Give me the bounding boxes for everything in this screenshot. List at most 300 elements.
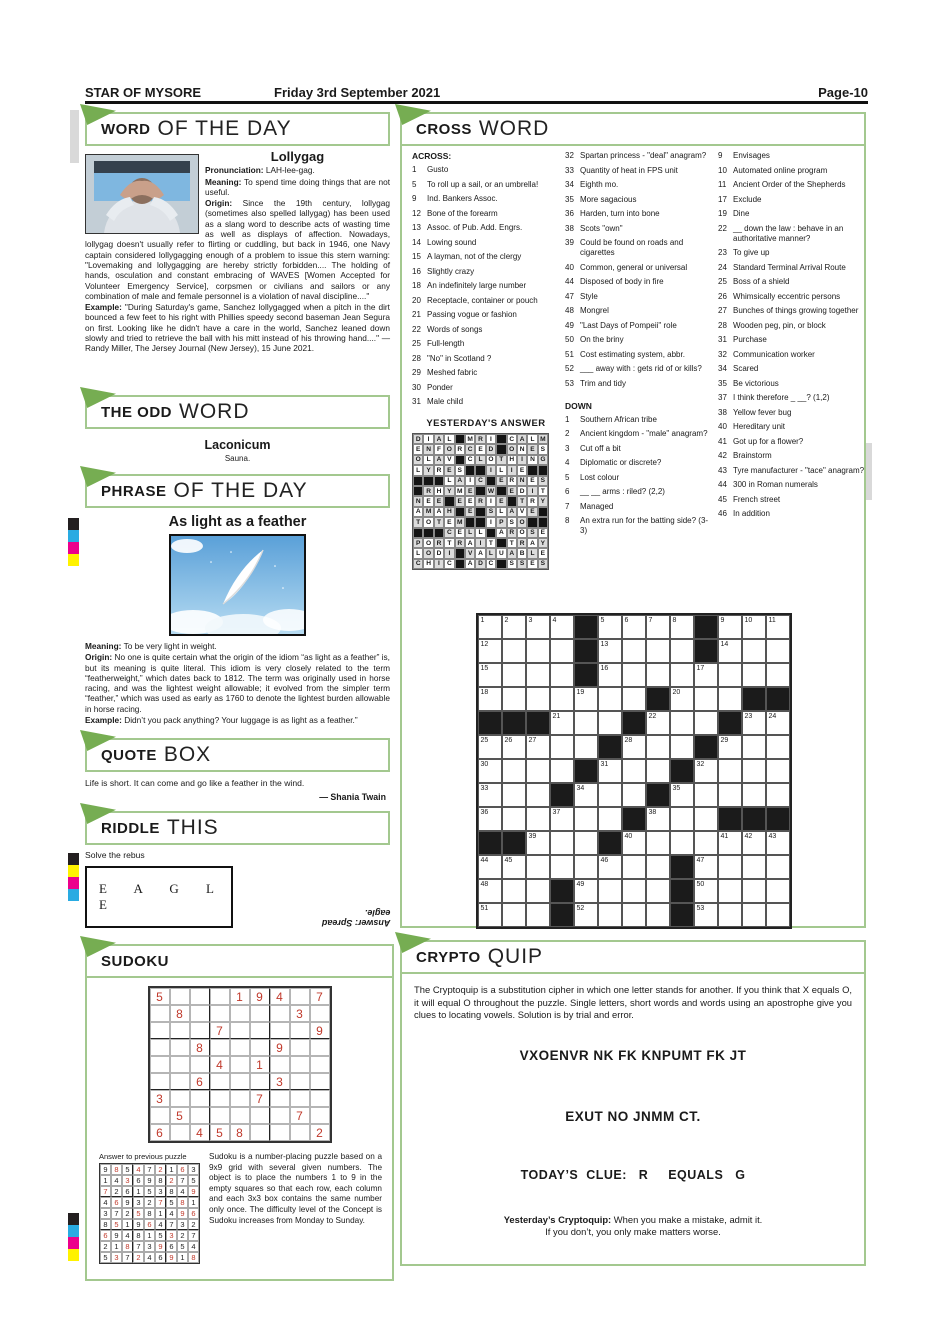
sudoku-cell	[270, 1107, 290, 1124]
crossword-cell-number: 13	[600, 640, 609, 648]
phrase-title: As light as a feather	[168, 514, 307, 530]
crossword-cell-number: 10	[744, 616, 753, 624]
page-number: Page-10	[818, 85, 868, 100]
clue-number: 26	[718, 291, 727, 301]
sudoku-cell	[150, 1073, 170, 1090]
sudoku-cell	[250, 1073, 270, 1090]
clue-item	[718, 422, 866, 432]
crossword-cell-number: 33	[480, 784, 489, 792]
clue-item	[718, 277, 866, 287]
clue-number: 37	[718, 393, 727, 402]
answer-grid-cell: D	[413, 434, 423, 444]
header-light-text: BOX	[163, 743, 212, 766]
crossword-cell	[526, 807, 550, 831]
crossword-cell	[502, 783, 526, 807]
riddle-answer-upside-down: Answer: Spread eagle.	[321, 908, 390, 928]
answer-grid-cell: A	[434, 507, 444, 517]
previous-answer-cell: 2	[111, 1186, 122, 1197]
sudoku-cell	[310, 1039, 330, 1056]
previous-answer-cell: 1	[166, 1164, 177, 1175]
clue-number: 32	[718, 349, 727, 359]
sudoku-cell: 6	[150, 1124, 170, 1141]
crossword-cell	[478, 663, 502, 687]
answer-grid-cell	[455, 455, 465, 465]
clue-item	[565, 429, 713, 439]
answer-grid-cell: C	[475, 476, 485, 486]
sudoku-cell	[250, 1005, 270, 1022]
answer-grid-cell: N	[517, 476, 527, 486]
crossword-cell	[550, 807, 574, 831]
crossword-cell-number: 20	[672, 688, 681, 696]
clue-number: 11	[718, 180, 727, 189]
crossword-cell	[598, 759, 622, 783]
clue-number: 15	[412, 252, 421, 261]
clue-item	[718, 480, 866, 490]
answer-grid-cell: S	[527, 528, 537, 538]
sudoku-cell: 9	[250, 988, 270, 1005]
crossword-cell	[574, 879, 598, 903]
crossword-cell	[478, 735, 502, 759]
answer-grid-cell	[538, 517, 548, 527]
previous-answer-cell: 5	[188, 1175, 199, 1186]
crossword-cell	[718, 759, 742, 783]
quote-text: Life is short. It can come and go like a feather in the wind.	[85, 778, 305, 788]
sudoku-cell: 8	[190, 1039, 210, 1056]
previous-answer-cell: 6	[166, 1241, 177, 1252]
clue-text: Diplomatic or discrete?	[580, 458, 662, 467]
clue-number: 40	[565, 262, 574, 272]
sudoku-cell	[190, 1056, 210, 1073]
crossword-cell	[502, 735, 526, 759]
clue-text: Dine	[733, 209, 750, 218]
sudoku-cell: 4	[190, 1124, 210, 1141]
answer-grid-cell: I	[486, 434, 496, 444]
crossword-cell	[694, 783, 718, 807]
clue-item	[412, 180, 560, 190]
answer-grid-cell: G	[538, 455, 548, 465]
previous-answer-cell: 3	[133, 1197, 144, 1208]
sudoku-cell	[310, 1090, 330, 1107]
clue-number: 39	[565, 238, 574, 247]
sudoku-cell	[150, 1056, 170, 1073]
crossword-cell-number: 42	[744, 832, 753, 840]
sudoku-cell	[190, 1022, 210, 1039]
crossword-cell-number: 28	[624, 736, 633, 744]
clue-number: 17	[718, 194, 727, 204]
sudoku-cell	[310, 1073, 330, 1090]
clue-text: Be victorious	[733, 378, 779, 388]
previous-answer-cell: 2	[133, 1252, 144, 1263]
answer-grid-cell	[455, 559, 465, 569]
clue-number: 24	[718, 262, 727, 272]
clue-number: 33	[565, 165, 574, 175]
cryptoquip-puzzle-line-2: EXUT NO JNMM CT.	[565, 1108, 701, 1124]
clue-number: 9	[412, 194, 417, 203]
crossword-cell	[670, 855, 694, 879]
sudoku-cell	[170, 1090, 190, 1107]
answer-grid-cell: E	[455, 528, 465, 538]
clue-text: To give up	[733, 248, 770, 257]
clue-number: 35	[718, 378, 727, 388]
answer-grid-cell: E	[538, 528, 548, 538]
crossword-cell	[598, 687, 622, 711]
crossword-cell	[526, 783, 550, 807]
sudoku-cell	[310, 1107, 330, 1124]
registration-mark	[68, 518, 79, 566]
answer-grid-cell: R	[434, 538, 444, 548]
crossword-cell	[694, 831, 718, 855]
answer-grid-cell	[455, 507, 465, 517]
clue-text: Trim and tidy	[580, 378, 626, 388]
answer-grid-cell	[413, 486, 423, 496]
clue-text: More sagacious	[580, 194, 637, 204]
answer-grid-cell: W	[486, 486, 496, 496]
answer-grid-cell: C	[413, 559, 423, 569]
sudoku-cell: 3	[290, 1005, 310, 1022]
registration-mark	[68, 1213, 79, 1261]
answer-grid-cell: M	[455, 486, 465, 496]
previous-answer-cell: 2	[188, 1219, 199, 1230]
answer-grid-cell: A	[465, 559, 475, 569]
answer-grid-cell: R	[455, 444, 465, 454]
clue-number: 50	[565, 335, 574, 344]
clue-item	[565, 195, 713, 205]
example-label: Example:	[85, 715, 122, 726]
clue-text: Full-length	[427, 339, 465, 348]
sudoku-cell	[290, 1056, 310, 1073]
crossword-cell	[550, 615, 574, 639]
answer-grid-cell: L	[527, 434, 537, 444]
crossword-cell-number: 5	[600, 616, 605, 624]
registration-mark	[68, 853, 79, 901]
origin-text: Since the 19th century, lollygag (sometimes also spelled lallygag) has been used as a slang word to describe acts of wasting time as well as displays of affection. Nowadays, lollygag doesn't usually refer to flirting or cuddling, but back in 1946, one Navy captain considered lollygagging enough of a problem to issue this stern warning: "Lovemaking and lollygagging are hereby strictly forbidden.... The holding of hands, osculation and constant embracing of WAVES [Women Accepted for Volunteer Emergency Service], corpsmen or civilians and sailors or any combination of male and female personnel is a violation of naval discipline...."	[85, 198, 390, 301]
previous-answer-cell: 4	[111, 1175, 122, 1186]
crossword-cell	[742, 759, 766, 783]
previous-answer-cell: 9	[144, 1175, 155, 1186]
crossword-cell-number: 49	[576, 880, 585, 888]
crossword-cell	[718, 783, 742, 807]
clue-number: 49	[565, 320, 574, 330]
crossword-cell	[622, 711, 646, 735]
answer-grid-cell: E	[444, 465, 454, 475]
answer-grid-cell: L	[475, 528, 485, 538]
crossword-cell	[598, 711, 622, 735]
previous-answer-cell: 4	[144, 1252, 155, 1263]
crossword-cell	[550, 735, 574, 759]
crossword-cell	[646, 759, 670, 783]
answer-grid-cell: L	[423, 455, 433, 465]
sudoku-cell: 8	[230, 1124, 250, 1141]
clue-item	[718, 321, 866, 331]
clue-text: A layman, not of the clergy	[427, 252, 522, 261]
sudoku-cell: 5	[170, 1107, 190, 1124]
crossword-cell	[550, 663, 574, 687]
answer-grid-cell: A	[434, 434, 444, 444]
crossword-cell-number: 52	[576, 904, 585, 912]
clue-number: 52	[565, 364, 574, 373]
header-heavy-text: WORD	[101, 120, 151, 138]
sudoku-cell	[250, 1039, 270, 1056]
answer-grid-cell	[538, 465, 548, 475]
crossword-cell	[622, 903, 646, 927]
crossword-cell	[670, 807, 694, 831]
answer-grid-cell: T	[507, 538, 517, 548]
sudoku-cell	[270, 1124, 290, 1141]
clue-text: Could be found on roads and cigarettes	[580, 238, 684, 257]
crossword-cell-number: 22	[648, 712, 657, 720]
previous-answer-cell: 9	[166, 1252, 177, 1263]
sudoku-description: Sudoku is a number-placing puzzle based on a 9x9 grid with several given numbers. The object is to place the numbers 1 to 9 in the empty squares so that each row, each column and each 3x3 box contains the same number only once. The difficulty level of the Concept is Sudoku increases from Monday to Sunday.	[209, 1152, 382, 1225]
answer-grid-cell	[434, 476, 444, 486]
sudoku-cell	[230, 1005, 250, 1022]
rebus-box: E A G L E	[85, 866, 233, 928]
middle-clue-column	[565, 151, 713, 603]
answer-grid-cell: Y	[423, 465, 433, 475]
sudoku-cell	[290, 1073, 310, 1090]
crossword-cell	[670, 831, 694, 855]
clue-number: 28	[412, 353, 421, 363]
crossword-cell	[718, 735, 742, 759]
answer-grid-cell: H	[444, 507, 454, 517]
previous-answer-cell: 5	[177, 1241, 188, 1252]
crossword-cell	[670, 711, 694, 735]
across-label: ACROSS:	[412, 151, 452, 161]
answer-grid-cell: E	[507, 486, 517, 496]
crossword-cell	[694, 639, 718, 663]
answer-grid-cell: I	[527, 486, 537, 496]
sudoku-cell	[210, 1073, 230, 1090]
sudoku-cell	[230, 1022, 250, 1039]
answer-grid-cell: I	[475, 538, 485, 548]
crossword-cell	[550, 687, 574, 711]
answer-grid-cell: O	[423, 538, 433, 548]
crossword-cell	[574, 855, 598, 879]
answer-grid-cell	[475, 507, 485, 517]
crossword-cell	[670, 735, 694, 759]
answer-grid-cell: S	[486, 507, 496, 517]
crossword-cell	[502, 807, 526, 831]
sudoku-cell	[250, 1022, 270, 1039]
previous-answer-cell: 1	[188, 1197, 199, 1208]
clue-text: Communication worker	[733, 349, 815, 359]
crossword-cell-number: 14	[720, 640, 729, 648]
clue-number: 5	[565, 472, 570, 482]
answer-grid-cell: L	[527, 548, 537, 558]
crossword-cell	[694, 855, 718, 879]
crossword-cell	[550, 855, 574, 879]
down-label: DOWN	[565, 400, 592, 411]
crossword-cell	[694, 735, 718, 759]
issue-date: Friday 3rd September 2021	[274, 85, 441, 100]
previous-answer-cell: 7	[177, 1175, 188, 1186]
crossword-cell	[646, 831, 670, 855]
previous-answer-cell: 5	[133, 1208, 144, 1219]
clue-text: An extra run for the batting side? (3-3)	[580, 516, 709, 535]
previous-answer-cell: 8	[122, 1241, 133, 1252]
crossword-cell-number: 4	[552, 616, 557, 624]
riddle-instruction: Solve the rebus	[85, 850, 145, 860]
clue-item	[718, 195, 866, 205]
clue-number: 42	[718, 451, 727, 460]
crossword-cell-number: 38	[648, 808, 657, 816]
crossword-cell	[622, 735, 646, 759]
crossword-cell-number: 27	[528, 736, 537, 744]
answer-grid-cell: I	[465, 476, 475, 486]
crossword-cell-number: 9	[720, 616, 725, 624]
previous-answer-cell: 8	[111, 1164, 122, 1175]
crossword-cell	[574, 639, 598, 663]
crossword-cell-number: 37	[552, 808, 561, 816]
clue-text: Scared	[733, 364, 759, 373]
crossword-cell-number: 31	[600, 760, 609, 768]
answer-grid-cell: I	[423, 434, 433, 444]
crossword-cell	[550, 711, 574, 735]
clue-item	[718, 306, 866, 316]
crossword-cell	[766, 855, 790, 879]
pronunciation-label: Pronunciation:	[205, 165, 264, 176]
answer-grid-cell: E	[434, 496, 444, 506]
sudoku-cell	[210, 1005, 230, 1022]
previous-answer-cell: 2	[166, 1175, 177, 1186]
riddle-section	[85, 811, 390, 928]
clue-text: Cut off a bit	[580, 443, 621, 453]
clue-number: 41	[718, 436, 727, 446]
clue-text: On the briny	[580, 335, 624, 344]
crossword-cell	[502, 639, 526, 663]
answer-grid-cell: T	[413, 517, 423, 527]
previous-answer-cell: 1	[133, 1186, 144, 1197]
clue-number: 14	[412, 237, 421, 247]
clue-item	[718, 393, 866, 403]
answer-grid-cell: C	[444, 528, 454, 538]
crossword-cell	[670, 639, 694, 663]
answer-grid-cell	[538, 507, 548, 517]
origin-label: Origin:	[85, 652, 113, 663]
clue-number: 13	[412, 223, 421, 232]
quote-author: — Shania Twain	[319, 792, 386, 802]
clue-item	[718, 350, 866, 360]
paper-name: STAR OF MYSORE	[85, 85, 202, 100]
crossword-cell	[478, 711, 502, 735]
header-heavy-text: THE ODD	[101, 403, 172, 421]
quote-box-section	[85, 738, 390, 802]
header-light-text: OF THE DAY	[173, 479, 308, 502]
sudoku-cell: 2	[310, 1124, 330, 1141]
header-light-text: OF THE DAY	[157, 117, 292, 140]
clue-text: Quantity of heat in FPS unit	[580, 165, 678, 175]
clue-item	[718, 466, 866, 476]
clue-item	[412, 165, 560, 175]
yesterday-cryptoquip-text-1: When you make a mistake, admit it.	[613, 1213, 763, 1225]
answer-grid-cell: T	[517, 496, 527, 506]
crossword-cell	[574, 807, 598, 831]
answer-grid-cell: V	[465, 548, 475, 558]
crossword-cell-number: 1	[480, 616, 485, 624]
clue-item	[565, 166, 713, 176]
clue-number: 30	[412, 382, 421, 392]
previous-answer-cell: 5	[111, 1219, 122, 1230]
crossword-cell-number: 30	[480, 760, 489, 768]
example-text: Didn’t you pack anything? Your luggage is as light as a feather.”	[124, 715, 358, 726]
clue-item	[565, 458, 713, 468]
sudoku-cell	[190, 988, 210, 1005]
clue-text: Disposed of body in fire	[580, 277, 664, 286]
answer-grid-cell	[496, 559, 506, 569]
clue-text: Purchase	[733, 335, 767, 344]
crossword-cell	[766, 615, 790, 639]
answer-grid-cell: O	[507, 444, 517, 454]
previous-answer-cell: 9	[188, 1186, 199, 1197]
clue-item	[718, 224, 866, 244]
previous-answer-cell: 2	[155, 1164, 166, 1175]
sudoku-grid	[148, 986, 332, 1143]
crossword-cell	[742, 903, 766, 927]
header-light-text: WORD	[478, 117, 550, 140]
clue-text: Ponder	[427, 382, 453, 392]
clue-number: 34	[565, 180, 574, 189]
answer-grid-cell: L	[486, 548, 496, 558]
clue-number: 22	[718, 223, 727, 233]
clue-number: 16	[412, 266, 421, 276]
previous-answer-cell: 4	[100, 1197, 111, 1208]
clue-number: 6	[565, 487, 570, 496]
crossword-cell-number: 35	[672, 784, 681, 792]
cryptoquip-clue: TODAY’S CLUE: R EQUALS G	[520, 1167, 746, 1182]
sudoku-previous-answer	[99, 1152, 200, 1264]
previous-answer-cell: 1	[122, 1219, 133, 1230]
across-clues-1	[412, 165, 560, 407]
clue-text: __ __ arms : riled? (2,2)	[580, 487, 665, 496]
clue-item	[412, 281, 560, 291]
clue-number: 23	[718, 248, 727, 257]
sudoku-cell	[150, 1022, 170, 1039]
clue-text: Style	[580, 291, 598, 301]
clue-item	[718, 248, 866, 258]
answer-grid-cell: E	[496, 496, 506, 506]
crossword-cell	[574, 831, 598, 855]
previous-answer-cell: 1	[155, 1208, 166, 1219]
previous-answer-cell: 7	[188, 1230, 199, 1241]
header-light-text: WORD	[179, 400, 250, 423]
clue-item	[565, 487, 713, 497]
clue-number: 31	[718, 335, 727, 344]
answer-grid-cell: E	[413, 444, 423, 454]
crossword-cell	[694, 879, 718, 903]
riddle-header	[85, 811, 390, 845]
answer-grid-cell: L	[413, 465, 423, 475]
previous-answer-cell: 3	[122, 1175, 133, 1186]
answer-grid-cell: E	[527, 476, 537, 486]
sudoku-cell: 7	[310, 988, 330, 1005]
clue-item	[412, 267, 560, 277]
sudoku-cell	[250, 1124, 270, 1141]
clue-number: 19	[718, 209, 727, 218]
clue-text: Automated online program	[733, 165, 828, 175]
crossword-cell	[574, 663, 598, 687]
previous-answer-cell: 6	[100, 1230, 111, 1241]
answer-grid-cell: M	[538, 434, 548, 444]
crossword-cell	[502, 759, 526, 783]
sudoku-cell: 3	[270, 1073, 290, 1090]
crossword-cell	[670, 903, 694, 927]
crossword-cell	[622, 783, 646, 807]
previous-answer-cell: 3	[177, 1219, 188, 1230]
clue-number: 25	[718, 277, 727, 286]
answer-grid-cell: T	[434, 517, 444, 527]
clue-number: 40	[718, 422, 727, 431]
crossword-cell	[478, 879, 502, 903]
answer-grid-cell: S	[538, 444, 548, 454]
